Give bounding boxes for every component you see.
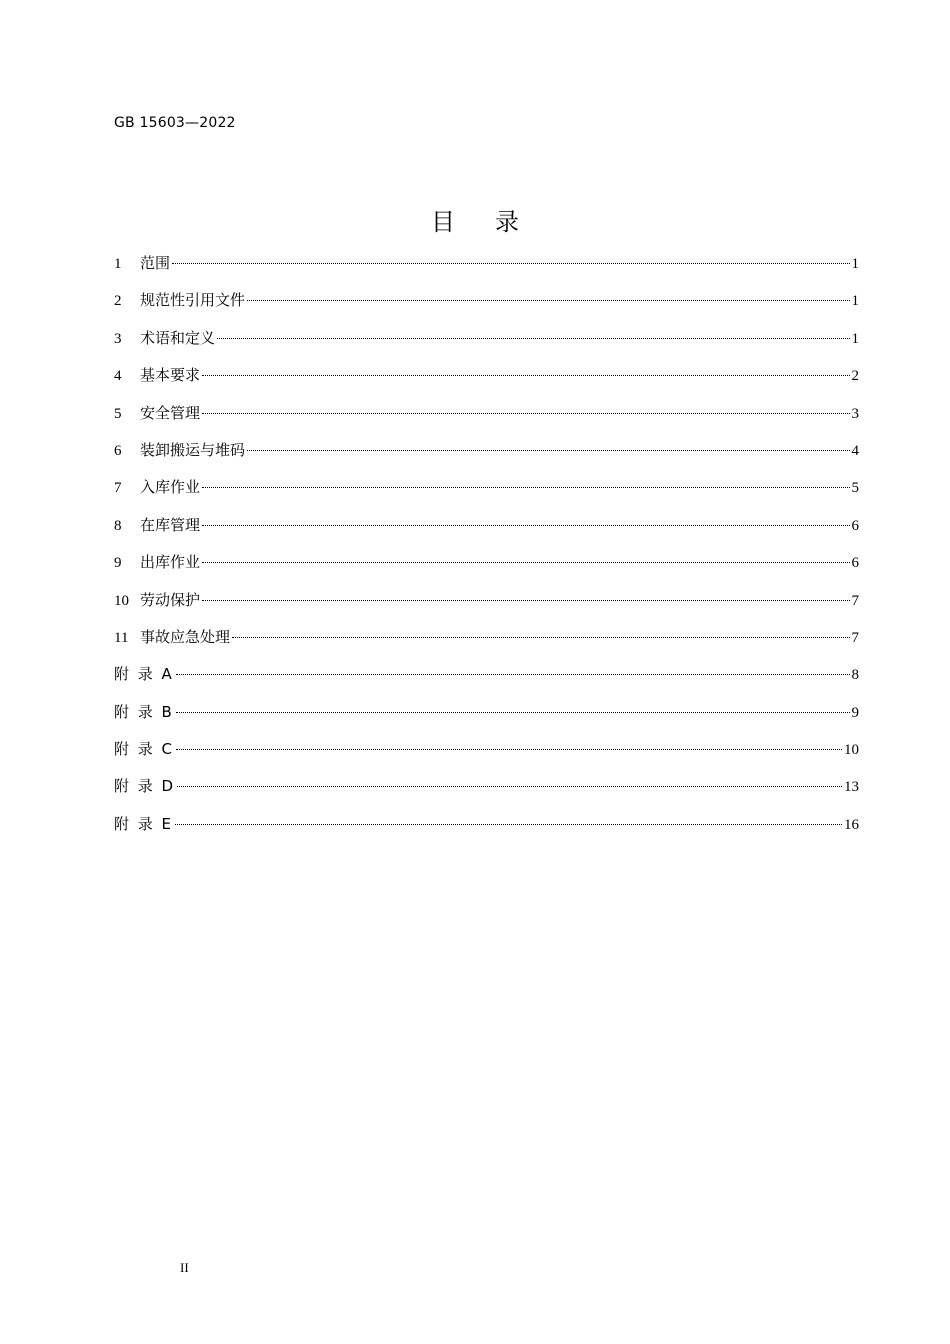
toc-entry-labor-protection[interactable]	[114, 585, 859, 622]
toc-entry-number: 11	[114, 629, 129, 646]
toc-title-part2: 录	[495, 208, 519, 236]
toc-dot-leader	[176, 749, 842, 750]
toc-entry-page: 2	[851, 368, 859, 385]
toc-appendix-title: 附 录 B	[114, 702, 174, 721]
toc-entry-page: 8	[851, 667, 859, 684]
toc-entry-number: 8	[114, 517, 122, 534]
toc-entry-appendix-a[interactable]	[114, 659, 859, 696]
toc-entry-terms-definitions[interactable]	[114, 323, 859, 360]
toc-dot-leader	[176, 674, 850, 675]
toc-entry-title: 安全管理	[140, 403, 201, 422]
toc-dot-leader	[202, 600, 849, 601]
toc-entry-title: 规范性引用文件	[140, 291, 246, 310]
toc-appendix-title: 附 录 A	[114, 665, 174, 684]
toc-entry-title: 在库管理	[140, 515, 201, 534]
toc-entry-page: 5	[851, 480, 859, 497]
toc-dot-leader	[176, 712, 850, 713]
toc-entry-appendix-c[interactable]	[114, 734, 859, 771]
toc-entry-number: 5	[114, 405, 122, 422]
toc-dot-leader	[247, 300, 849, 301]
toc-entry-page: 1	[851, 330, 859, 347]
toc-entry-page: 13	[844, 779, 859, 796]
toc-entry-number: 9	[114, 555, 122, 572]
toc-entry-handling-stacking[interactable]	[114, 435, 859, 472]
toc-entry-title: 入库作业	[140, 478, 201, 497]
toc-entry-title: 装卸搬运与堆码	[140, 440, 246, 459]
toc-entry-appendix-e[interactable]	[114, 809, 859, 846]
toc-entry-page: 1	[851, 256, 859, 272]
toc-entry-number: 7	[114, 480, 122, 497]
toc-list	[114, 248, 859, 846]
toc-entry-page: 4	[851, 442, 859, 459]
page-number: II	[180, 1260, 189, 1275]
toc-entry-page: 1	[851, 293, 859, 310]
toc-entry-warehousing-in[interactable]	[114, 472, 859, 509]
toc-entry-page: 3	[851, 405, 859, 422]
toc-entry-scope[interactable]	[114, 248, 859, 285]
toc-entry-warehousing-out[interactable]	[114, 547, 859, 584]
toc-entry-page: 10	[844, 742, 859, 759]
toc-entry-number: 10	[114, 592, 129, 609]
toc-entry-number: 6	[114, 442, 122, 459]
toc-entry-page: 6	[851, 517, 859, 534]
toc-entry-title: 术语和定义	[140, 328, 216, 347]
toc-entry-number: 1	[114, 256, 122, 272]
toc-dot-leader	[247, 450, 849, 451]
toc-entry-number: 4	[114, 368, 122, 385]
toc-entry-title: 劳动保护	[140, 590, 201, 609]
toc-dot-leader	[172, 263, 849, 264]
toc-entry-appendix-b[interactable]	[114, 697, 859, 734]
toc-dot-leader	[202, 487, 849, 488]
toc-entry-title: 范围	[140, 254, 171, 272]
toc-entry-emergency-handling[interactable]	[114, 622, 859, 659]
toc-dot-leader	[175, 824, 842, 825]
standard-code: GB 15603—2022	[114, 115, 236, 131]
toc-dot-leader	[202, 525, 849, 526]
toc-entry-title: 基本要求	[140, 366, 201, 385]
toc-dot-leader	[202, 375, 849, 376]
toc-dot-leader	[202, 413, 849, 414]
toc-entry-appendix-d[interactable]	[114, 771, 859, 808]
toc-entry-safety-management[interactable]	[114, 398, 859, 435]
toc-entry-page: 7	[851, 592, 859, 609]
toc-entry-number: 2	[114, 293, 122, 310]
toc-dot-leader	[217, 338, 849, 339]
toc-entry-in-storage-management[interactable]	[114, 510, 859, 547]
toc-appendix-title: 附 录 D	[114, 777, 176, 796]
toc-dot-leader	[177, 786, 842, 787]
toc-entry-number: 3	[114, 330, 122, 347]
toc-title	[0, 202, 950, 237]
toc-entry-page: 16	[844, 816, 859, 833]
toc-entry-basic-requirements[interactable]	[114, 360, 859, 397]
toc-entry-page: 7	[851, 629, 859, 646]
toc-appendix-title: 附 录 C	[114, 740, 175, 759]
toc-entry-title: 出库作业	[140, 553, 201, 572]
toc-entry-page: 6	[851, 555, 859, 572]
toc-appendix-title: 附 录 E	[114, 814, 174, 833]
toc-dot-leader	[202, 562, 849, 563]
toc-title-part1: 目	[431, 208, 455, 236]
toc-dot-leader	[232, 637, 849, 638]
toc-entry-normative-references[interactable]	[114, 285, 859, 322]
toc-entry-title: 事故应急处理	[140, 627, 231, 646]
toc-entry-page: 9	[851, 704, 859, 721]
